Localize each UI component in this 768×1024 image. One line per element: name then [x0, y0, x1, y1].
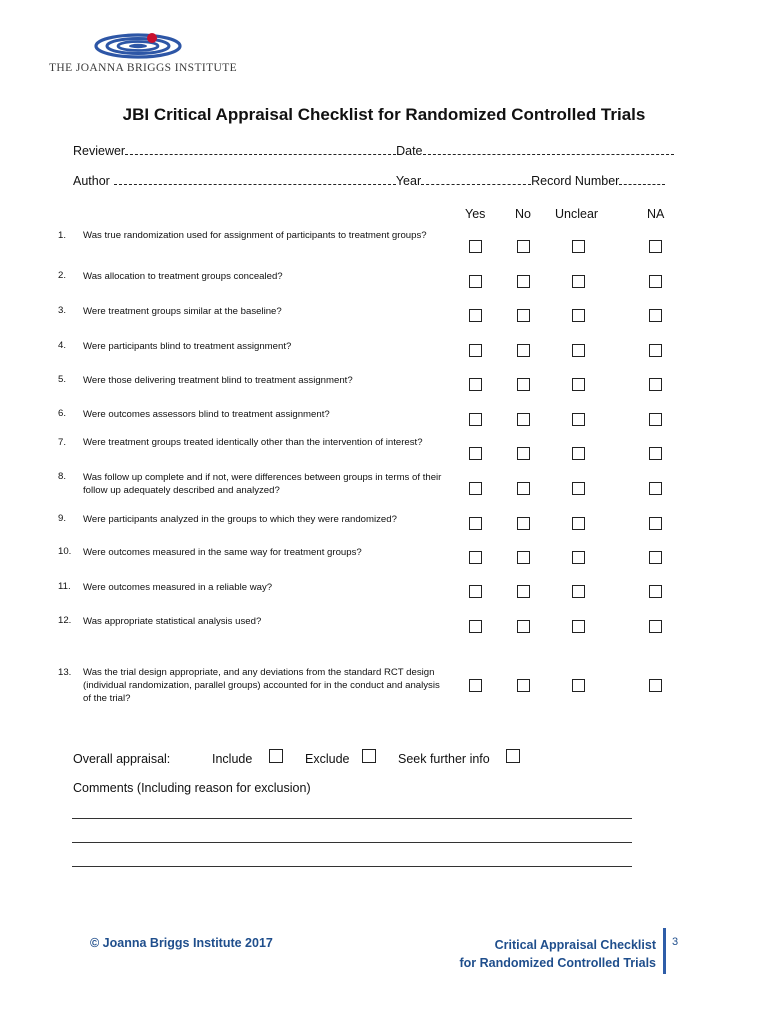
reviewer-field[interactable]	[125, 143, 396, 155]
exclude-label: Exclude	[305, 752, 350, 766]
q3-unclear-checkbox[interactable]	[572, 309, 585, 322]
q7-no-checkbox[interactable]	[517, 447, 530, 460]
q5-yes-checkbox[interactable]	[469, 378, 482, 391]
q4-yes-checkbox[interactable]	[469, 344, 482, 357]
q8-no-checkbox[interactable]	[517, 482, 530, 495]
page-number: 3	[672, 936, 679, 948]
column-yes: Yes	[465, 207, 486, 221]
question-number: 1.	[58, 230, 67, 241]
question-text: Were treatment groups similar at the baseline?	[83, 306, 282, 317]
q6-na-checkbox[interactable]	[649, 413, 662, 426]
include-checkbox[interactable]	[269, 749, 283, 763]
q10-unclear-checkbox[interactable]	[572, 551, 585, 564]
footer-divider	[663, 928, 666, 974]
reviewer-label: Reviewer	[73, 144, 126, 158]
question-text: Was the trial design appropriate, and any deviations from the standard RCT design (individual randomization, parallel groups) accounted for in the conduct and analysis of the trial?	[83, 667, 440, 704]
q12-unclear-checkbox[interactable]	[572, 620, 585, 633]
q6-unclear-checkbox[interactable]	[572, 413, 585, 426]
comment-line[interactable]	[72, 866, 632, 867]
question-text: Were participants blind to treatment assignment?	[83, 341, 292, 352]
q13-no-checkbox[interactable]	[517, 679, 530, 692]
logo-text: THE JOANNA BRIGGS INSTITUTE	[49, 62, 238, 74]
question-text: Were outcomes assessors blind to treatment assignment?	[83, 409, 330, 420]
question-number: 11.	[58, 581, 71, 592]
q8-na-checkbox[interactable]	[649, 482, 662, 495]
q12-yes-checkbox[interactable]	[469, 620, 482, 633]
q13-yes-checkbox[interactable]	[469, 679, 482, 692]
question-text: Was appropriate statistical analysis used?	[83, 616, 262, 627]
author-label: Author	[73, 174, 110, 188]
q13-na-checkbox[interactable]	[649, 679, 662, 692]
footer-copyright: © Joanna Briggs Institute 2017	[90, 936, 273, 950]
question-number: 4.	[58, 340, 67, 351]
q2-na-checkbox[interactable]	[649, 275, 662, 288]
question-number: 7.	[58, 437, 67, 448]
record-number-field[interactable]	[619, 173, 665, 185]
question-number: 6.	[58, 408, 67, 419]
q7-yes-checkbox[interactable]	[469, 447, 482, 460]
q10-na-checkbox[interactable]	[649, 551, 662, 564]
include-label: Include	[212, 752, 253, 766]
question-number: 5.	[58, 374, 67, 385]
q1-na-checkbox[interactable]	[649, 240, 662, 253]
q8-unclear-checkbox[interactable]	[572, 482, 585, 495]
q2-yes-checkbox[interactable]	[469, 275, 482, 288]
q5-no-checkbox[interactable]	[517, 378, 530, 391]
record-number-label: Record Number	[531, 174, 620, 188]
column-no: No	[515, 207, 531, 221]
seek-further-info-label: Seek further info	[398, 752, 490, 766]
q1-unclear-checkbox[interactable]	[572, 240, 585, 253]
year-field[interactable]	[421, 173, 531, 185]
date-label: Date	[396, 144, 423, 158]
q9-no-checkbox[interactable]	[517, 517, 530, 530]
question-text: Was allocation to treatment groups concealed?	[83, 271, 283, 282]
question-text: Were those delivering treatment blind to treatment assignment?	[83, 375, 353, 386]
question-text: Were outcomes measured in a reliable way?	[83, 582, 273, 593]
comment-line[interactable]	[72, 818, 632, 819]
q4-no-checkbox[interactable]	[517, 344, 530, 357]
q1-yes-checkbox[interactable]	[469, 240, 482, 253]
comment-line[interactable]	[72, 842, 632, 843]
q10-yes-checkbox[interactable]	[469, 551, 482, 564]
q2-no-checkbox[interactable]	[517, 275, 530, 288]
q2-unclear-checkbox[interactable]	[572, 275, 585, 288]
footer-doc-title	[459, 936, 656, 972]
q4-na-checkbox[interactable]	[649, 344, 662, 357]
q8-yes-checkbox[interactable]	[469, 482, 482, 495]
seek-further-info-checkbox[interactable]	[506, 749, 520, 763]
column-unclear: Unclear	[555, 207, 599, 221]
comments-label: Comments (Including reason for exclusion)	[73, 781, 311, 795]
year-label: Year	[395, 174, 422, 188]
exclude-checkbox[interactable]	[362, 749, 376, 763]
question-text: Were outcomes measured in the same way for treatment groups?	[83, 547, 362, 558]
question-number: 13.	[58, 667, 72, 678]
author-row	[73, 173, 665, 188]
date-field[interactable]	[423, 143, 674, 155]
q6-no-checkbox[interactable]	[517, 413, 530, 426]
q3-yes-checkbox[interactable]	[469, 309, 482, 322]
overall-appraisal-label: Overall appraisal:	[73, 752, 171, 766]
column-na: NA	[647, 207, 665, 221]
question-text: Were participants analyzed in the groups to which they were randomized?	[83, 514, 397, 525]
q9-unclear-checkbox[interactable]	[572, 517, 585, 530]
q12-no-checkbox[interactable]	[517, 620, 530, 633]
q4-unclear-checkbox[interactable]	[572, 344, 585, 357]
footer-doc-title-line1: Critical Appraisal Checklist	[494, 938, 656, 952]
q10-no-checkbox[interactable]	[517, 551, 530, 564]
q6-yes-checkbox[interactable]	[469, 413, 482, 426]
question-number: 8.	[58, 471, 67, 482]
q13-unclear-checkbox[interactable]	[572, 679, 585, 692]
author-field[interactable]	[114, 173, 396, 185]
q7-unclear-checkbox[interactable]	[572, 447, 585, 460]
q7-na-checkbox[interactable]	[649, 447, 662, 460]
q9-yes-checkbox[interactable]	[469, 517, 482, 530]
q11-na-checkbox[interactable]	[649, 585, 662, 598]
q11-unclear-checkbox[interactable]	[572, 585, 585, 598]
q12-na-checkbox[interactable]	[649, 620, 662, 633]
q5-na-checkbox[interactable]	[649, 378, 662, 391]
question-text: Were treatment groups treated identically other than the intervention of interest?	[83, 437, 423, 448]
q3-no-checkbox[interactable]	[517, 309, 530, 322]
q5-unclear-checkbox[interactable]	[572, 378, 585, 391]
reviewer-row	[73, 143, 674, 158]
question-text: Was follow up complete and if not, were differences between groups in terms of their follow up adequately described and analyzed?	[83, 472, 442, 496]
q1-no-checkbox[interactable]	[517, 240, 530, 253]
question-number: 2.	[58, 270, 67, 281]
q11-no-checkbox[interactable]	[517, 585, 530, 598]
question-number: 3.	[58, 305, 67, 316]
q3-na-checkbox[interactable]	[649, 309, 662, 322]
page-title: JBI Critical Appraisal Checklist for Randomized Controlled Trials	[122, 105, 646, 124]
question-number: 9.	[58, 513, 67, 524]
question-text: Was true randomization used for assignment of participants to treatment groups?	[83, 230, 427, 241]
footer-doc-title-line2: for Randomized Controlled Trials	[459, 956, 656, 970]
q11-yes-checkbox[interactable]	[469, 585, 482, 598]
question-number: 10.	[58, 546, 72, 557]
question-number: 12.	[58, 615, 72, 626]
q9-na-checkbox[interactable]	[649, 517, 662, 530]
